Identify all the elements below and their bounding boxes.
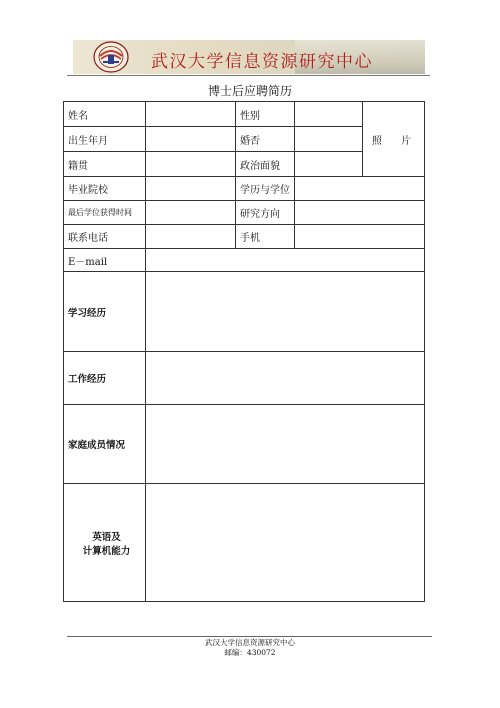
marital-label: 婚否 [236, 127, 295, 152]
research-field[interactable] [295, 201, 425, 225]
skills-label-line2: 计算机能力 [82, 545, 131, 557]
origin-label: 籍贯 [64, 152, 146, 177]
table-row [64, 102, 425, 127]
skills-label [64, 484, 146, 602]
mobile-field[interactable] [295, 225, 425, 249]
banner-title: 武汉大学信息资源研究中心 [151, 52, 373, 72]
table-row [64, 177, 425, 201]
birth-label: 出生年月 [64, 127, 146, 152]
header-divider [67, 75, 430, 76]
origin-field[interactable] [146, 152, 236, 177]
political-label: 政治面貌 [236, 152, 295, 177]
footer-org: 武汉大学信息资源研究中心 [205, 638, 295, 647]
table-row [64, 484, 425, 602]
last-degree-time-label: 最后学位获得时间 [64, 201, 146, 225]
table-row [64, 249, 425, 272]
footer-postcode: 邮编：430072 [224, 648, 276, 657]
work-history-label: 工作经历 [64, 352, 146, 405]
research-label: 研究方向 [236, 201, 295, 225]
footer [0, 638, 500, 658]
study-history-label: 学习经历 [64, 272, 146, 352]
mobile-label: 手机 [236, 225, 295, 249]
document-title: 博士后应聘简历 [207, 84, 292, 98]
email-label: E－mail [64, 249, 146, 272]
degree-field[interactable] [295, 177, 425, 201]
table-row [64, 225, 425, 249]
gender-label: 性别 [236, 102, 295, 127]
family-members-label: 家庭成员情况 [64, 405, 146, 484]
name-label: 姓名 [64, 102, 146, 127]
table-row [64, 272, 425, 352]
marital-field[interactable] [295, 127, 363, 152]
footer-divider [67, 636, 432, 637]
phone-label: 联系电话 [64, 225, 146, 249]
last-degree-time-field[interactable] [146, 201, 236, 225]
study-history-field[interactable] [146, 272, 425, 352]
table-row [64, 405, 425, 484]
photo-box[interactable]: 照 片 [363, 102, 425, 177]
gender-field[interactable] [295, 102, 363, 127]
name-field[interactable] [146, 102, 236, 127]
skills-label-line1: 英语及 [92, 531, 121, 543]
school-field[interactable] [146, 177, 236, 201]
table-row [64, 201, 425, 225]
school-label: 毕业院校 [64, 177, 146, 201]
phone-field[interactable] [146, 225, 236, 249]
university-seal-icon [91, 40, 131, 74]
degree-label: 学历与学位 [236, 177, 295, 201]
resume-form-table [63, 101, 425, 602]
work-history-field[interactable] [146, 352, 425, 405]
table-row [64, 352, 425, 405]
birth-field[interactable] [146, 127, 236, 152]
family-members-field[interactable] [146, 405, 425, 484]
skills-field[interactable] [146, 484, 425, 602]
header-banner [73, 40, 425, 74]
political-field[interactable] [295, 152, 363, 177]
email-field[interactable] [146, 249, 425, 272]
